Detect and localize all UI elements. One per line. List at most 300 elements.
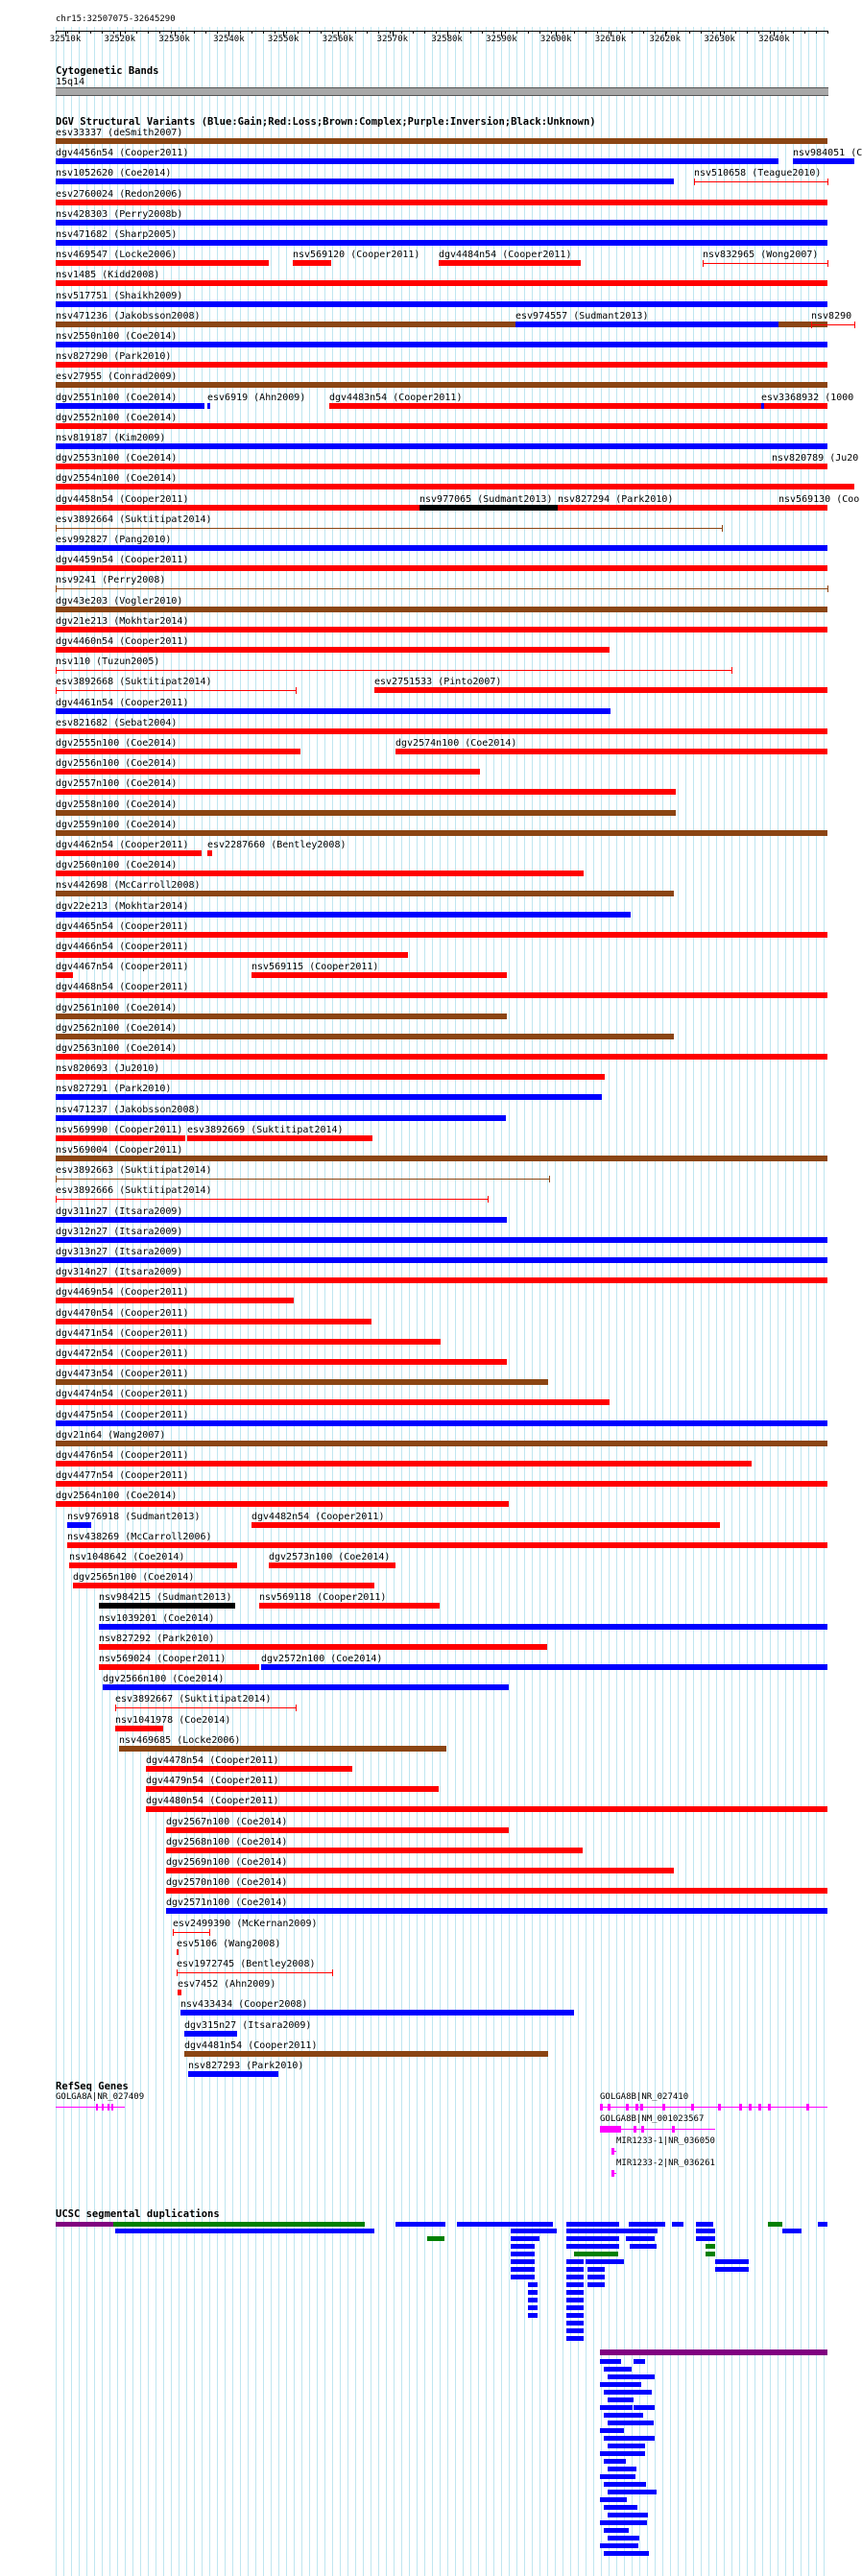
- sv-bar[interactable]: [180, 2010, 574, 2015]
- sv-label[interactable]: nsv438269 (McCarroll2006): [67, 1531, 212, 1542]
- sv-bar[interactable]: [184, 2031, 237, 2037]
- sv-bar[interactable]: [56, 1156, 827, 1161]
- sv-bar[interactable]: [99, 1644, 547, 1650]
- segdup-feature[interactable]: [395, 2222, 445, 2227]
- sv-label[interactable]: dgv4481n54 (Cooper2011): [184, 2039, 318, 2051]
- sv-label[interactable]: dgv4461n54 (Cooper2011): [56, 697, 189, 708]
- sv-bar[interactable]: [251, 1522, 720, 1528]
- sv-bar[interactable]: [261, 1664, 827, 1670]
- segdup-feature[interactable]: [634, 2359, 645, 2364]
- segdup-feature[interactable]: [566, 2282, 584, 2287]
- sv-bar[interactable]: [56, 810, 676, 816]
- sv-label[interactable]: dgv2560n100 (Coe2014): [56, 860, 178, 871]
- sv-bar[interactable]: [56, 891, 674, 896]
- segdup-feature[interactable]: [511, 2229, 557, 2233]
- sv-bar[interactable]: [103, 1684, 509, 1690]
- sv-label[interactable]: dgv21n64 (Wang2007): [56, 1429, 166, 1441]
- segdup-feature[interactable]: [587, 2282, 605, 2287]
- sv-label[interactable]: dgv4467n54 (Cooper2011): [56, 962, 189, 973]
- sv-label[interactable]: nsv442698 (McCarroll2008): [56, 880, 201, 892]
- sv-bar[interactable]: [439, 260, 581, 266]
- sv-label[interactable]: esv3892669 (Suktitipat2014): [187, 1124, 344, 1135]
- segdup-feature[interactable]: [608, 2490, 657, 2494]
- sv-label[interactable]: dgv43e203 (Vogler2010): [56, 595, 183, 607]
- sv-label[interactable]: nsv820693 (Ju2010): [56, 1063, 160, 1075]
- sv-bar[interactable]: [56, 1074, 605, 1080]
- segdup-feature[interactable]: [768, 2222, 782, 2227]
- sv-bar[interactable]: [177, 1972, 332, 1973]
- sv-label[interactable]: dgv4469n54 (Cooper2011): [56, 1287, 189, 1299]
- sv-label[interactable]: dgv4465n54 (Cooper2011): [56, 920, 189, 932]
- sv-bar[interactable]: [56, 992, 827, 998]
- sv-bar[interactable]: [99, 1603, 235, 1609]
- segdup-feature[interactable]: [600, 2543, 638, 2548]
- sv-bar[interactable]: [56, 690, 296, 691]
- sv-bar[interactable]: [56, 607, 827, 612]
- segdup-feature[interactable]: [600, 2428, 624, 2433]
- sv-label[interactable]: esv5106 (Wang2008): [177, 1938, 281, 1949]
- sv-bar[interactable]: [56, 789, 676, 795]
- sv-label[interactable]: nsv517751 (Shaikh2009): [56, 290, 183, 301]
- segdup-feature[interactable]: [115, 2229, 374, 2233]
- sv-bar[interactable]: [811, 324, 854, 325]
- segdup-feature[interactable]: [511, 2244, 535, 2249]
- segdup-feature[interactable]: [600, 2349, 827, 2355]
- sv-label[interactable]: esv821682 (Sebat2004): [56, 717, 178, 728]
- sv-bar[interactable]: [56, 728, 827, 734]
- sv-bar[interactable]: [56, 972, 73, 978]
- sv-label[interactable]: nsv569990 (Cooper2011): [56, 1124, 183, 1135]
- sv-label[interactable]: esv7452 (Ahn2009): [178, 1979, 276, 1991]
- sv-label[interactable]: dgv4472n54 (Cooper2011): [56, 1348, 189, 1359]
- sv-bar[interactable]: [56, 769, 480, 775]
- sv-bar[interactable]: [56, 528, 722, 529]
- sv-label[interactable]: nsv569024 (Cooper2011): [99, 1654, 227, 1664]
- sv-label[interactable]: nsv569004 (Cooper2011): [56, 1145, 183, 1156]
- segdup-feature[interactable]: [608, 2513, 648, 2517]
- sv-label[interactable]: dgv312n27 (Itsara2009): [56, 1226, 183, 1237]
- segdup-feature[interactable]: [634, 2374, 655, 2379]
- sv-label[interactable]: esv3368932 (1000: [761, 392, 854, 403]
- sv-bar[interactable]: [56, 382, 827, 388]
- sv-label[interactable]: nsv827292 (Park2010): [99, 1633, 215, 1644]
- segdup-feature[interactable]: [634, 2451, 645, 2456]
- segdup-feature[interactable]: [566, 2267, 584, 2272]
- segdup-feature[interactable]: [528, 2313, 538, 2318]
- sv-bar[interactable]: [56, 1257, 827, 1263]
- sv-label[interactable]: dgv2563n100 (Coe2014): [56, 1043, 178, 1054]
- sv-bar[interactable]: [56, 830, 827, 836]
- sv-label[interactable]: esv2751533 (Pinto2007): [374, 677, 502, 688]
- sv-bar[interactable]: [269, 1562, 395, 1568]
- sv-bar[interactable]: [56, 403, 204, 409]
- cytoband-bar[interactable]: [56, 87, 828, 96]
- sv-bar[interactable]: [56, 932, 827, 938]
- sv-bar[interactable]: [56, 850, 202, 856]
- sv-bar[interactable]: [56, 1461, 752, 1467]
- sv-bar[interactable]: [56, 912, 631, 918]
- sv-bar[interactable]: [793, 158, 854, 164]
- sv-bar[interactable]: [56, 423, 827, 429]
- sv-bar[interactable]: [56, 708, 611, 714]
- sv-label[interactable]: nsv827290 (Park2010): [56, 351, 172, 363]
- sv-bar[interactable]: [259, 1603, 440, 1609]
- sv-bar[interactable]: [56, 588, 827, 589]
- gene-label[interactable]: GOLGA8A|NR_027409: [56, 2092, 145, 2102]
- segdup-feature[interactable]: [629, 2222, 665, 2227]
- segdup-feature[interactable]: [604, 2459, 626, 2464]
- sv-bar[interactable]: [56, 1339, 441, 1345]
- segdup-feature[interactable]: [634, 2390, 645, 2395]
- sv-bar[interactable]: [56, 220, 827, 226]
- segdup-feature[interactable]: [600, 2405, 633, 2410]
- sv-label[interactable]: nsv976918 (Sudmant2013): [67, 1511, 201, 1522]
- sv-bar[interactable]: [73, 1583, 374, 1588]
- segdup-feature[interactable]: [528, 2290, 538, 2295]
- sv-label[interactable]: dgv4480n54 (Cooper2011): [146, 1796, 279, 1807]
- sv-label[interactable]: nsv569118 (Cooper2011): [259, 1592, 387, 1604]
- sv-bar[interactable]: [146, 1806, 827, 1812]
- segdup-feature[interactable]: [634, 2436, 655, 2441]
- sv-bar[interactable]: [146, 1766, 352, 1772]
- sv-bar[interactable]: [56, 1014, 507, 1019]
- segdup-feature[interactable]: [457, 2222, 553, 2227]
- segdup-feature[interactable]: [587, 2267, 605, 2272]
- sv-label[interactable]: nsv471236 (Jakobsson2008): [56, 310, 201, 322]
- sv-bar[interactable]: [778, 505, 791, 511]
- sv-label[interactable]: esv3892668 (Suktitipat2014): [56, 677, 212, 688]
- sv-label[interactable]: dgv2552n100 (Coe2014): [56, 412, 178, 423]
- segdup-feature[interactable]: [566, 2328, 584, 2333]
- sv-bar[interactable]: [115, 1726, 163, 1731]
- segdup-feature[interactable]: [587, 2275, 605, 2279]
- sv-bar[interactable]: [146, 1786, 439, 1792]
- sv-bar[interactable]: [56, 627, 827, 632]
- segdup-feature[interactable]: [511, 2259, 535, 2264]
- sv-label[interactable]: nsv471682 (Sharp2005): [56, 229, 178, 240]
- sv-bar[interactable]: [56, 565, 827, 571]
- sv-bar[interactable]: [166, 1868, 674, 1873]
- sv-label[interactable]: dgv2574n100 (Coe2014): [395, 738, 517, 749]
- segdup-feature[interactable]: [566, 2229, 619, 2233]
- segdup-feature[interactable]: [672, 2222, 683, 2227]
- segdup-feature[interactable]: [566, 2336, 584, 2341]
- sv-label[interactable]: nsv569115 (Cooper2011): [251, 962, 379, 973]
- segdup-feature[interactable]: [566, 2290, 584, 2295]
- segdup-feature[interactable]: [715, 2267, 749, 2272]
- sv-label[interactable]: dgv4478n54 (Cooper2011): [146, 1755, 279, 1766]
- sv-label[interactable]: esv3892666 (Suktitipat2014): [56, 1185, 212, 1197]
- sv-label[interactable]: dgv4476n54 (Cooper2011): [56, 1450, 189, 1461]
- sv-label[interactable]: dgv2562n100 (Coe2014): [56, 1022, 178, 1034]
- segdup-feature[interactable]: [715, 2259, 749, 2264]
- sv-label[interactable]: dgv4483n54 (Cooper2011): [329, 392, 463, 403]
- sv-bar[interactable]: [56, 871, 584, 876]
- sv-label[interactable]: dgv2564n100 (Coe2014): [56, 1491, 178, 1502]
- sv-label[interactable]: dgv21e213 (Mokhtar2014): [56, 615, 189, 627]
- segdup-feature[interactable]: [566, 2313, 584, 2318]
- sv-bar[interactable]: [56, 1441, 827, 1446]
- sv-bar[interactable]: [374, 687, 827, 693]
- gene-line[interactable]: [56, 2107, 125, 2108]
- sv-label[interactable]: nsv1052620 (Coe2014): [56, 168, 172, 179]
- sv-bar[interactable]: [56, 1379, 548, 1385]
- sv-bar[interactable]: [694, 181, 827, 182]
- sv-label[interactable]: dgv2554n100 (Coe2014): [56, 473, 178, 485]
- sv-bar[interactable]: [56, 200, 827, 205]
- sv-label[interactable]: dgv4475n54 (Cooper2011): [56, 1409, 189, 1420]
- segdup-feature[interactable]: [566, 2236, 619, 2241]
- sv-bar[interactable]: [56, 158, 778, 164]
- sv-bar[interactable]: [56, 1094, 602, 1100]
- sv-label[interactable]: dgv4466n54 (Cooper2011): [56, 942, 189, 952]
- sv-bar[interactable]: [207, 403, 210, 409]
- sv-label[interactable]: dgv4473n54 (Cooper2011): [56, 1369, 189, 1380]
- segdup-feature[interactable]: [528, 2282, 538, 2287]
- sv-label[interactable]: nsv827291 (Park2010): [56, 1084, 172, 1095]
- sv-bar[interactable]: [515, 322, 778, 327]
- gene-label[interactable]: MIR1233-2|NR_036261: [616, 2159, 715, 2168]
- sv-bar[interactable]: [178, 1990, 181, 1995]
- sv-bar[interactable]: [56, 1135, 185, 1141]
- sv-label[interactable]: dgv4477n54 (Cooper2011): [56, 1470, 189, 1482]
- sv-bar[interactable]: [56, 545, 827, 551]
- sv-bar[interactable]: [99, 1624, 827, 1630]
- segdup-feature[interactable]: [586, 2259, 624, 2264]
- sv-label[interactable]: dgv2551n100 (Coe2014): [56, 392, 178, 403]
- segdup-feature[interactable]: [604, 2528, 629, 2533]
- sv-bar[interactable]: [395, 749, 827, 754]
- segdup-feature[interactable]: [626, 2236, 655, 2241]
- sv-label[interactable]: nsv433434 (Cooper2008): [180, 1999, 308, 2011]
- sv-bar[interactable]: [166, 1827, 509, 1833]
- sv-bar[interactable]: [56, 464, 827, 469]
- sv-bar[interactable]: [56, 1501, 509, 1507]
- gene-label[interactable]: MIR1233-1|NR_036050: [616, 2136, 715, 2146]
- sv-bar[interactable]: [56, 260, 269, 266]
- segdup-feature[interactable]: [782, 2229, 802, 2233]
- segdup-feature[interactable]: [604, 2482, 646, 2487]
- sv-label[interactable]: esv3892664 (Suktitipat2014): [56, 513, 212, 525]
- segdup-feature[interactable]: [608, 2397, 634, 2402]
- sv-label[interactable]: nsv2550n100 (Coe2014): [56, 331, 178, 342]
- sv-label[interactable]: dgv2553n100 (Coe2014): [56, 453, 178, 465]
- segdup-feature[interactable]: [566, 2259, 584, 2264]
- sv-bar[interactable]: [56, 1359, 507, 1365]
- sv-label[interactable]: esv2760024 (Redon2006): [56, 188, 183, 200]
- segdup-feature[interactable]: [604, 2436, 635, 2441]
- sv-label[interactable]: dgv314n27 (Itsara2009): [56, 1267, 183, 1278]
- sv-bar[interactable]: [56, 362, 827, 368]
- segdup-feature[interactable]: [619, 2229, 658, 2233]
- sv-label[interactable]: nsv977065 (Sudmant2013): [419, 493, 553, 505]
- segdup-feature[interactable]: [600, 2474, 635, 2479]
- sv-bar[interactable]: [56, 1399, 610, 1405]
- segdup-feature[interactable]: [574, 2252, 618, 2256]
- segdup-feature[interactable]: [600, 2359, 621, 2364]
- sv-bar[interactable]: [56, 240, 827, 246]
- sv-label[interactable]: dgv4484n54 (Cooper2011): [439, 250, 572, 261]
- segdup-feature[interactable]: [566, 2275, 584, 2279]
- sv-label[interactable]: dgv2566n100 (Coe2014): [103, 1674, 225, 1685]
- sv-label[interactable]: nsv832965 (Wong2007): [703, 250, 819, 261]
- sv-label[interactable]: esv2287660 (Bentley2008): [207, 840, 347, 850]
- segdup-feature[interactable]: [566, 2244, 619, 2249]
- sv-label[interactable]: dgv4458n54 (Cooper2011): [56, 493, 189, 505]
- sv-label[interactable]: dgv4479n54 (Cooper2011): [146, 1776, 279, 1787]
- sv-bar[interactable]: [56, 179, 674, 184]
- sv-label[interactable]: dgv2567n100 (Coe2014): [166, 1816, 288, 1827]
- sv-label[interactable]: dgv2561n100 (Coe2014): [56, 1002, 178, 1014]
- segdup-feature[interactable]: [604, 2505, 637, 2510]
- sv-bar[interactable]: [56, 1298, 294, 1303]
- segdup-feature[interactable]: [818, 2222, 827, 2227]
- segdup-feature[interactable]: [566, 2321, 584, 2326]
- sv-bar[interactable]: [177, 1949, 179, 1955]
- segdup-feature[interactable]: [608, 2444, 645, 2448]
- sv-bar[interactable]: [207, 850, 212, 856]
- segdup-feature[interactable]: [696, 2229, 715, 2233]
- sv-bar[interactable]: [56, 647, 610, 653]
- sv-bar[interactable]: [67, 1542, 827, 1548]
- sv-label[interactable]: nsv820789 (Ju20: [772, 453, 859, 465]
- sv-label[interactable]: dgv2565n100 (Coe2014): [73, 1572, 195, 1584]
- sv-label[interactable]: dgv313n27 (Itsara2009): [56, 1247, 183, 1257]
- sv-label[interactable]: nsv1485 (Kidd2008): [56, 270, 160, 281]
- sv-bar[interactable]: [188, 2071, 278, 2077]
- sv-label[interactable]: nsv510658 (Teague2010): [694, 168, 822, 179]
- sv-label[interactable]: dgv4460n54 (Cooper2011): [56, 636, 189, 647]
- sv-bar[interactable]: [56, 1481, 827, 1487]
- sv-label[interactable]: dgv2559n100 (Coe2014): [56, 819, 178, 830]
- segdup-feature[interactable]: [56, 2222, 113, 2227]
- sv-bar[interactable]: [69, 1562, 237, 1568]
- segdup-feature[interactable]: [511, 2267, 535, 2272]
- sv-label[interactable]: dgv2572n100 (Coe2014): [261, 1654, 383, 1664]
- segdup-feature[interactable]: [600, 2520, 647, 2525]
- sv-label[interactable]: nsv469547 (Locke2006): [56, 250, 178, 261]
- sv-label[interactable]: nsv1039201 (Coe2014): [99, 1612, 215, 1624]
- segdup-feature[interactable]: [604, 2551, 649, 2556]
- segdup-feature[interactable]: [511, 2252, 535, 2256]
- sv-label[interactable]: esv992827 (Pang2010): [56, 535, 172, 545]
- sv-label[interactable]: nsv984215 (Sudmant2013): [99, 1592, 232, 1604]
- gene-line[interactable]: [600, 2107, 827, 2108]
- sv-bar[interactable]: [293, 260, 331, 266]
- segdup-feature[interactable]: [608, 2467, 636, 2471]
- segdup-feature[interactable]: [528, 2305, 538, 2310]
- sv-bar[interactable]: [56, 342, 827, 347]
- sv-label[interactable]: esv1972745 (Bentley2008): [177, 1959, 316, 1969]
- sv-label[interactable]: nsv819187 (Kim2009): [56, 433, 166, 443]
- sv-bar[interactable]: [184, 2051, 548, 2057]
- sv-bar[interactable]: [56, 1179, 549, 1180]
- sv-bar[interactable]: [56, 138, 827, 144]
- sv-label[interactable]: nsv984051 (C: [793, 148, 862, 159]
- sv-label[interactable]: dgv4482n54 (Cooper2011): [251, 1511, 385, 1522]
- sv-bar[interactable]: [56, 952, 408, 958]
- segdup-feature[interactable]: [634, 2421, 645, 2425]
- sv-bar[interactable]: [419, 505, 560, 511]
- segdup-feature[interactable]: [604, 2367, 632, 2372]
- sv-label[interactable]: dgv311n27 (Itsara2009): [56, 1205, 183, 1217]
- segdup-feature[interactable]: [608, 2536, 639, 2540]
- sv-bar[interactable]: [99, 1664, 259, 1670]
- gene-label[interactable]: GOLGA8B|NM_001023567: [600, 2114, 705, 2124]
- sv-label[interactable]: dgv22e213 (Mokhtar2014): [56, 900, 189, 912]
- segdup-feature[interactable]: [566, 2298, 584, 2302]
- segdup-feature[interactable]: [600, 2497, 627, 2502]
- sv-label[interactable]: dgv2571n100 (Coe2014): [166, 1897, 288, 1909]
- segdup-feature[interactable]: [696, 2222, 713, 2227]
- sv-label[interactable]: nsv827294 (Park2010): [558, 493, 674, 505]
- segdup-feature[interactable]: [511, 2275, 535, 2279]
- segdup-feature[interactable]: [608, 2421, 654, 2425]
- sv-label[interactable]: nsv471237 (Jakobsson2008): [56, 1104, 201, 1115]
- sv-label[interactable]: dgv4470n54 (Cooper2011): [56, 1307, 189, 1319]
- gene-label[interactable]: GOLGA8B|NR_027410: [600, 2092, 689, 2102]
- sv-bar[interactable]: [187, 1135, 372, 1141]
- sv-label[interactable]: esv27955 (Conrad2009): [56, 371, 178, 383]
- sv-bar[interactable]: [558, 505, 603, 511]
- sv-label[interactable]: dgv4456n54 (Cooper2011): [56, 148, 189, 159]
- sv-bar[interactable]: [56, 1054, 827, 1060]
- sv-bar[interactable]: [56, 749, 300, 754]
- sv-bar[interactable]: [166, 1888, 827, 1894]
- sv-label[interactable]: dgv2556n100 (Coe2014): [56, 758, 178, 770]
- segdup-feature[interactable]: [566, 2305, 584, 2310]
- sv-bar[interactable]: [67, 1522, 91, 1528]
- sv-label[interactable]: esv33337 (deSmith2007): [56, 128, 183, 138]
- segdup-feature[interactable]: [566, 2222, 619, 2227]
- sv-label[interactable]: dgv4462n54 (Cooper2011): [56, 840, 189, 850]
- sv-bar[interactable]: [56, 1277, 827, 1283]
- segdup-feature[interactable]: [604, 2413, 643, 2418]
- sv-label[interactable]: dgv4474n54 (Cooper2011): [56, 1389, 189, 1400]
- segdup-feature[interactable]: [511, 2236, 539, 2241]
- segdup-feature[interactable]: [528, 2298, 538, 2302]
- sv-bar[interactable]: [56, 1420, 827, 1426]
- sv-bar[interactable]: [115, 1707, 296, 1708]
- sv-bar[interactable]: [56, 1034, 674, 1039]
- sv-bar[interactable]: [173, 1932, 209, 1933]
- sv-bar[interactable]: [56, 1217, 507, 1223]
- sv-bar[interactable]: [56, 670, 731, 671]
- sv-label[interactable]: esv3892663 (Suktitipat2014): [56, 1165, 212, 1177]
- sv-label[interactable]: dgv2558n100 (Coe2014): [56, 799, 178, 810]
- sv-label[interactable]: dgv2570n100 (Coe2014): [166, 1877, 288, 1889]
- sv-bar[interactable]: [56, 1115, 506, 1121]
- sv-label[interactable]: dgv2569n100 (Coe2014): [166, 1857, 288, 1868]
- sv-label[interactable]: esv6919 (Ahn2009): [207, 392, 306, 403]
- sv-label[interactable]: dgv2557n100 (Coe2014): [56, 778, 178, 790]
- sv-bar[interactable]: [56, 1319, 371, 1324]
- sv-bar[interactable]: [56, 301, 827, 307]
- sv-bar[interactable]: [166, 1848, 583, 1853]
- sv-bar[interactable]: [56, 280, 827, 286]
- sv-bar[interactable]: [56, 1199, 488, 1200]
- segdup-feature[interactable]: [600, 2382, 641, 2387]
- segdup-feature[interactable]: [634, 2405, 655, 2410]
- sv-label[interactable]: dgv2573n100 (Coe2014): [269, 1552, 391, 1562]
- sv-label[interactable]: dgv2555n100 (Coe2014): [56, 738, 178, 749]
- sv-label[interactable]: nsv827293 (Park2010): [188, 2061, 304, 2071]
- sv-label[interactable]: nsv428303 (Perry2008b): [56, 208, 183, 220]
- sv-bar[interactable]: [166, 1908, 827, 1914]
- sv-label[interactable]: esv2499390 (McKernan2009): [173, 1918, 318, 1929]
- sv-bar[interactable]: [703, 263, 827, 264]
- sv-label[interactable]: nsv8290: [811, 310, 852, 322]
